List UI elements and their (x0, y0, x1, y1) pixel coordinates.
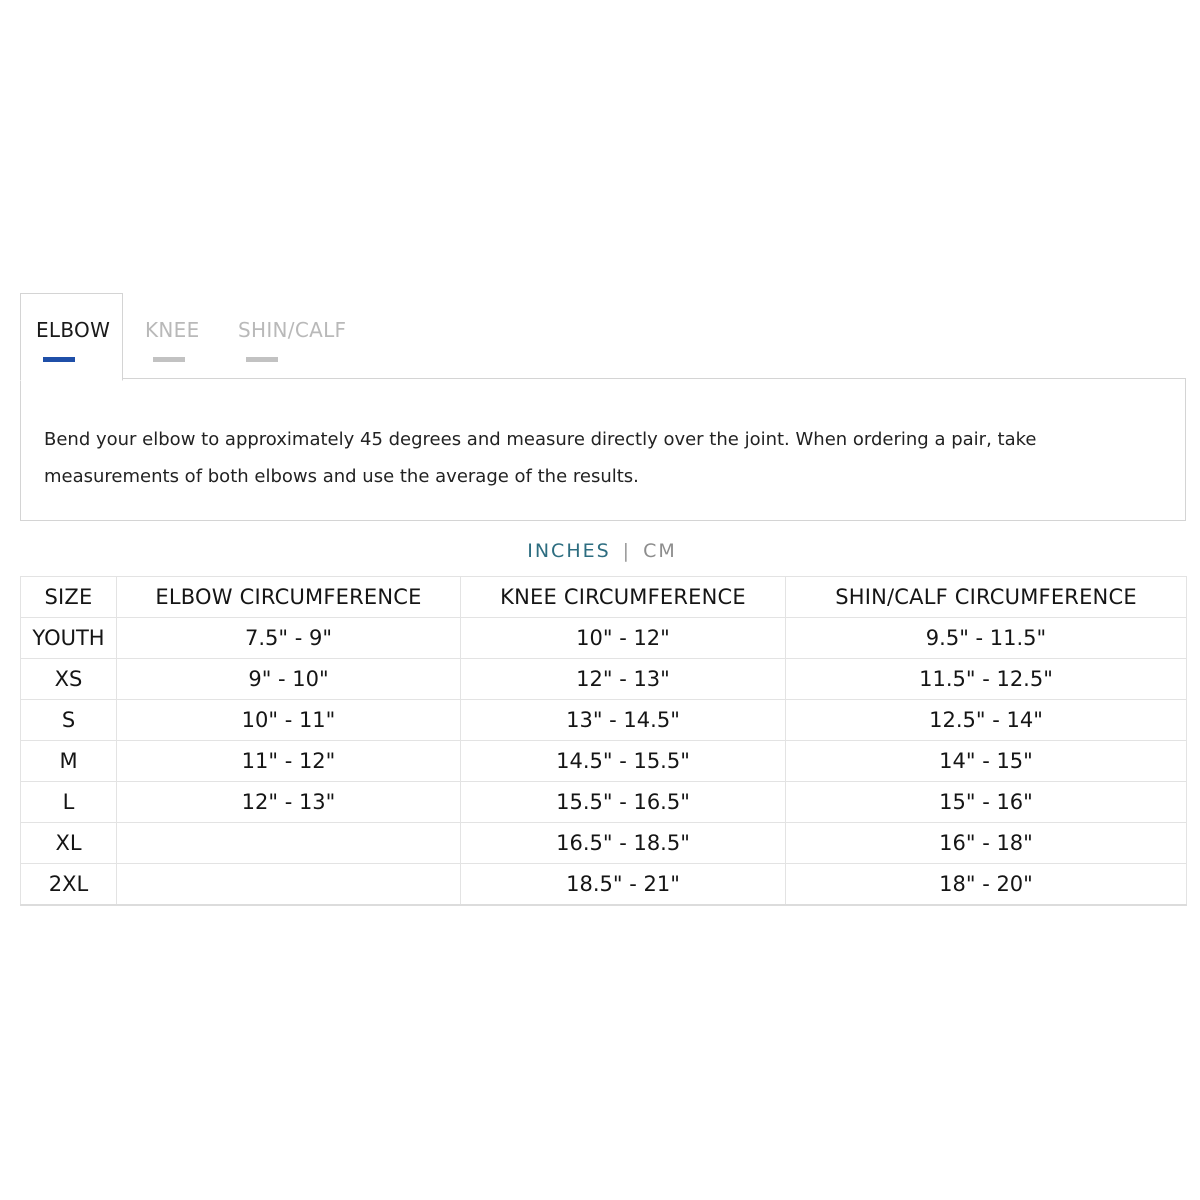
elbow-cell: 10" - 11" (117, 700, 461, 741)
unit-inches-button[interactable]: INCHES (527, 539, 611, 562)
knee-cell: 14.5" - 15.5" (461, 741, 786, 782)
elbow-cell (117, 823, 461, 864)
size-cell: S (21, 700, 117, 741)
elbow-cell (117, 864, 461, 906)
tab-shin-calf-indicator (246, 357, 278, 362)
tab-shin-calf-label: SHIN/CALF (238, 318, 347, 342)
size-cell: XS (21, 659, 117, 700)
unit-cm-button[interactable]: CM (643, 539, 677, 562)
shin-calf-cell: 16" - 18" (786, 823, 1187, 864)
measurement-tabs (20, 293, 1186, 521)
header-knee-circumference: KNEE CIRCUMFERENCE (461, 577, 786, 618)
table-row (21, 700, 1187, 741)
size-chart-table (20, 576, 1187, 906)
tab-knee[interactable] (145, 293, 205, 379)
shin-calf-cell: 14" - 15" (786, 741, 1187, 782)
table-row (21, 864, 1187, 906)
header-elbow-circumference: ELBOW CIRCUMFERENCE (117, 577, 461, 618)
table-row (21, 618, 1187, 659)
knee-cell: 10" - 12" (461, 618, 786, 659)
size-cell: M (21, 741, 117, 782)
header-shin-calf-circumference: SHIN/CALF CIRCUMFERENCE (786, 577, 1187, 618)
unit-toggle (0, 539, 1200, 562)
size-cell: YOUTH (21, 618, 117, 659)
knee-cell: 15.5" - 16.5" (461, 782, 786, 823)
shin-calf-cell: 18" - 20" (786, 864, 1187, 906)
shin-calf-cell: 15" - 16" (786, 782, 1187, 823)
tab-elbow[interactable] (36, 293, 116, 379)
tab-knee-label: KNEE (145, 318, 200, 342)
shin-calf-cell: 9.5" - 11.5" (786, 618, 1187, 659)
elbow-cell: 7.5" - 9" (117, 618, 461, 659)
elbow-cell: 11" - 12" (117, 741, 461, 782)
knee-cell: 12" - 13" (461, 659, 786, 700)
elbow-cell: 12" - 13" (117, 782, 461, 823)
elbow-cell: 9" - 10" (117, 659, 461, 700)
tab-elbow-indicator (43, 357, 75, 362)
size-cell: 2XL (21, 864, 117, 906)
measurement-instructions: Bend your elbow to approximately 45 degrees and measure directly over the joint. When ordering a pair, take measurements of both elbows and use the average of the results. (44, 429, 1037, 487)
table-row (21, 823, 1187, 864)
knee-cell: 16.5" - 18.5" (461, 823, 786, 864)
table-row (21, 659, 1187, 700)
size-cell: L (21, 782, 117, 823)
header-size: SIZE (21, 577, 117, 618)
tab-shin-calf[interactable] (238, 293, 358, 379)
tab-elbow-label: ELBOW (36, 318, 111, 342)
shin-calf-cell: 11.5" - 12.5" (786, 659, 1187, 700)
size-cell: XL (21, 823, 117, 864)
knee-cell: 18.5" - 21" (461, 864, 786, 906)
unit-separator: | (622, 539, 632, 562)
table-header-row (21, 577, 1187, 618)
shin-calf-cell: 12.5" - 14" (786, 700, 1187, 741)
knee-cell: 13" - 14.5" (461, 700, 786, 741)
tab-knee-indicator (153, 357, 185, 362)
table-row (21, 782, 1187, 823)
table-row (21, 741, 1187, 782)
